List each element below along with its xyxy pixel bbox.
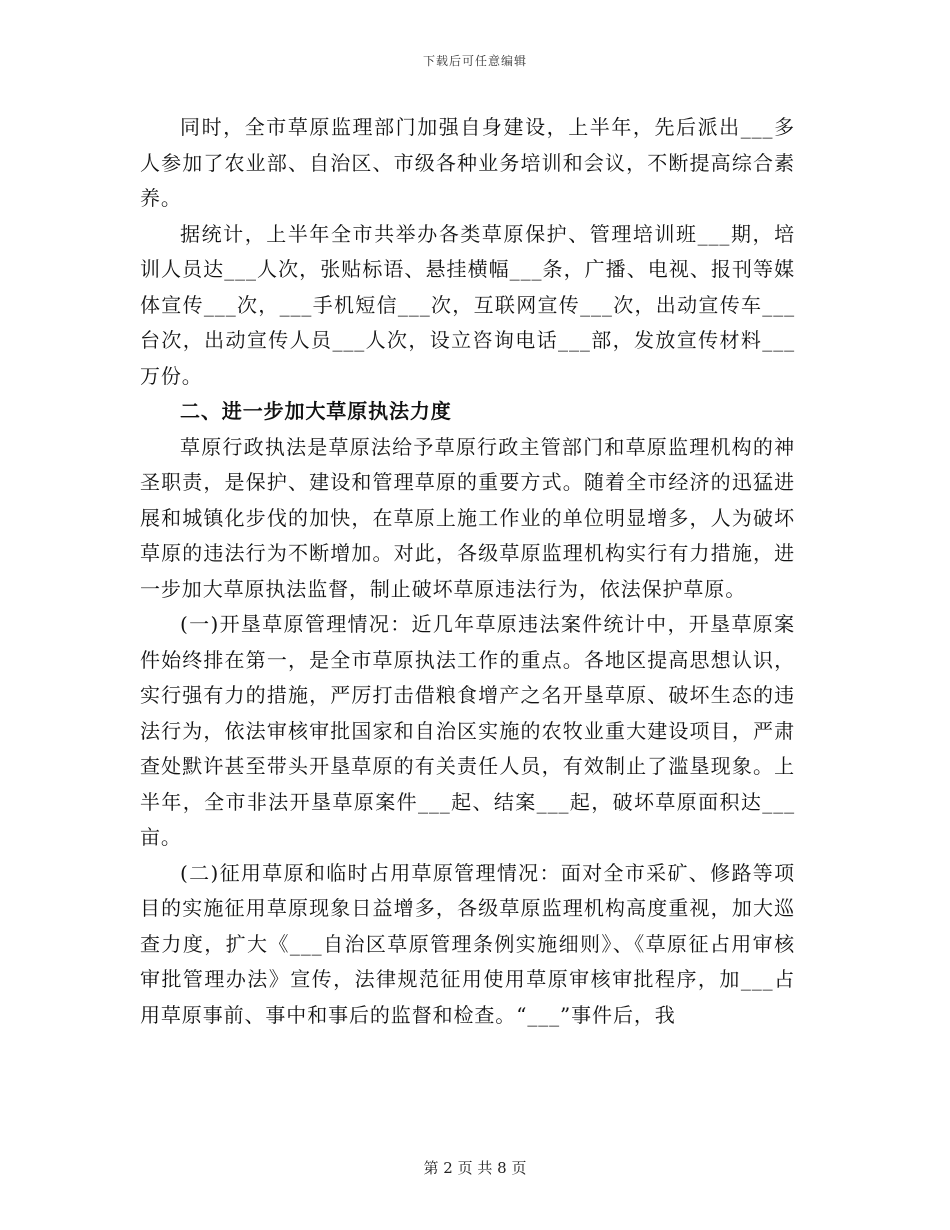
paragraph-statistics: 据统计，上半年全市共举办各类草原保护、管理培训班___期，培训人员达___人次，张贴标语、悬挂横幅___条，广播、电视、报刊等媒体宣传___次，___手机短信___次，互联网宣传___次，出动宣传车___台次，出动宣传人员___人次，设立咨询电话___部，发放宣传材料___万份。: [140, 221, 795, 388]
page-header: 下载后可任意编辑: [422, 54, 527, 68]
paragraph-training: 同时，全市草原监理部门加强自身建设，上半年，先后派出___多人参加了农业部、自治区、市级各种业务培训和会议，不断提高综合素养。: [140, 115, 795, 210]
section-heading: 二、进一步加大草原执法力度: [180, 399, 452, 423]
page-number: 第 2 页 共 8 页: [423, 1159, 527, 1177]
paragraph-enforcement: 草原行政执法是草原法给予草原行政主管部门和草原监理机构的神圣职责，是保护、建设和管理草原的重要方式。随着全市经济的迅猛进展和城镇化步伐的加快，在草原上施工作业的单位明显增多，人为破坏草原的违法行为不断增加。对此，各级草原监理机构实行有力措施，进一步加大草原执法监督，制止破坏草原违法行为，依法保护草原。: [140, 434, 795, 601]
paragraph-occupation: (二)征用草原和临时占用草原管理情况：面对全市采矿、修路等项目的实施征用草原现象日益增多，各级草原监理机构高度重视，加大巡查力度，扩大《___自治区草原管理条例实施细则》、《草原征占用审核审批管理办法》宣传，法律规范征用使用草原审核审批程序，加___占用草原事前、事中和事后的监督和检查。“___”事件后，我: [140, 860, 795, 1027]
paragraph-reclamation: (一)开垦草原管理情况：近几年草原违法案件统计中，开垦草原案件始终排在第一，是全市草原执法工作的重点。各地区提高思想认识，实行强有力的措施，严厉打击借粮食增产之名开垦草原、破坏生态的违法行为，依法审核审批国家和自治区实施的农牧业重大建设项目，严肃查处默许甚至带头开垦草原的有关责任人员，有效制止了滥垦现象。上半年，全市非法开垦草原案件___起、结案___起，破坏草原面积达___亩。: [140, 612, 795, 849]
document-body: [140, 110, 795, 1033]
